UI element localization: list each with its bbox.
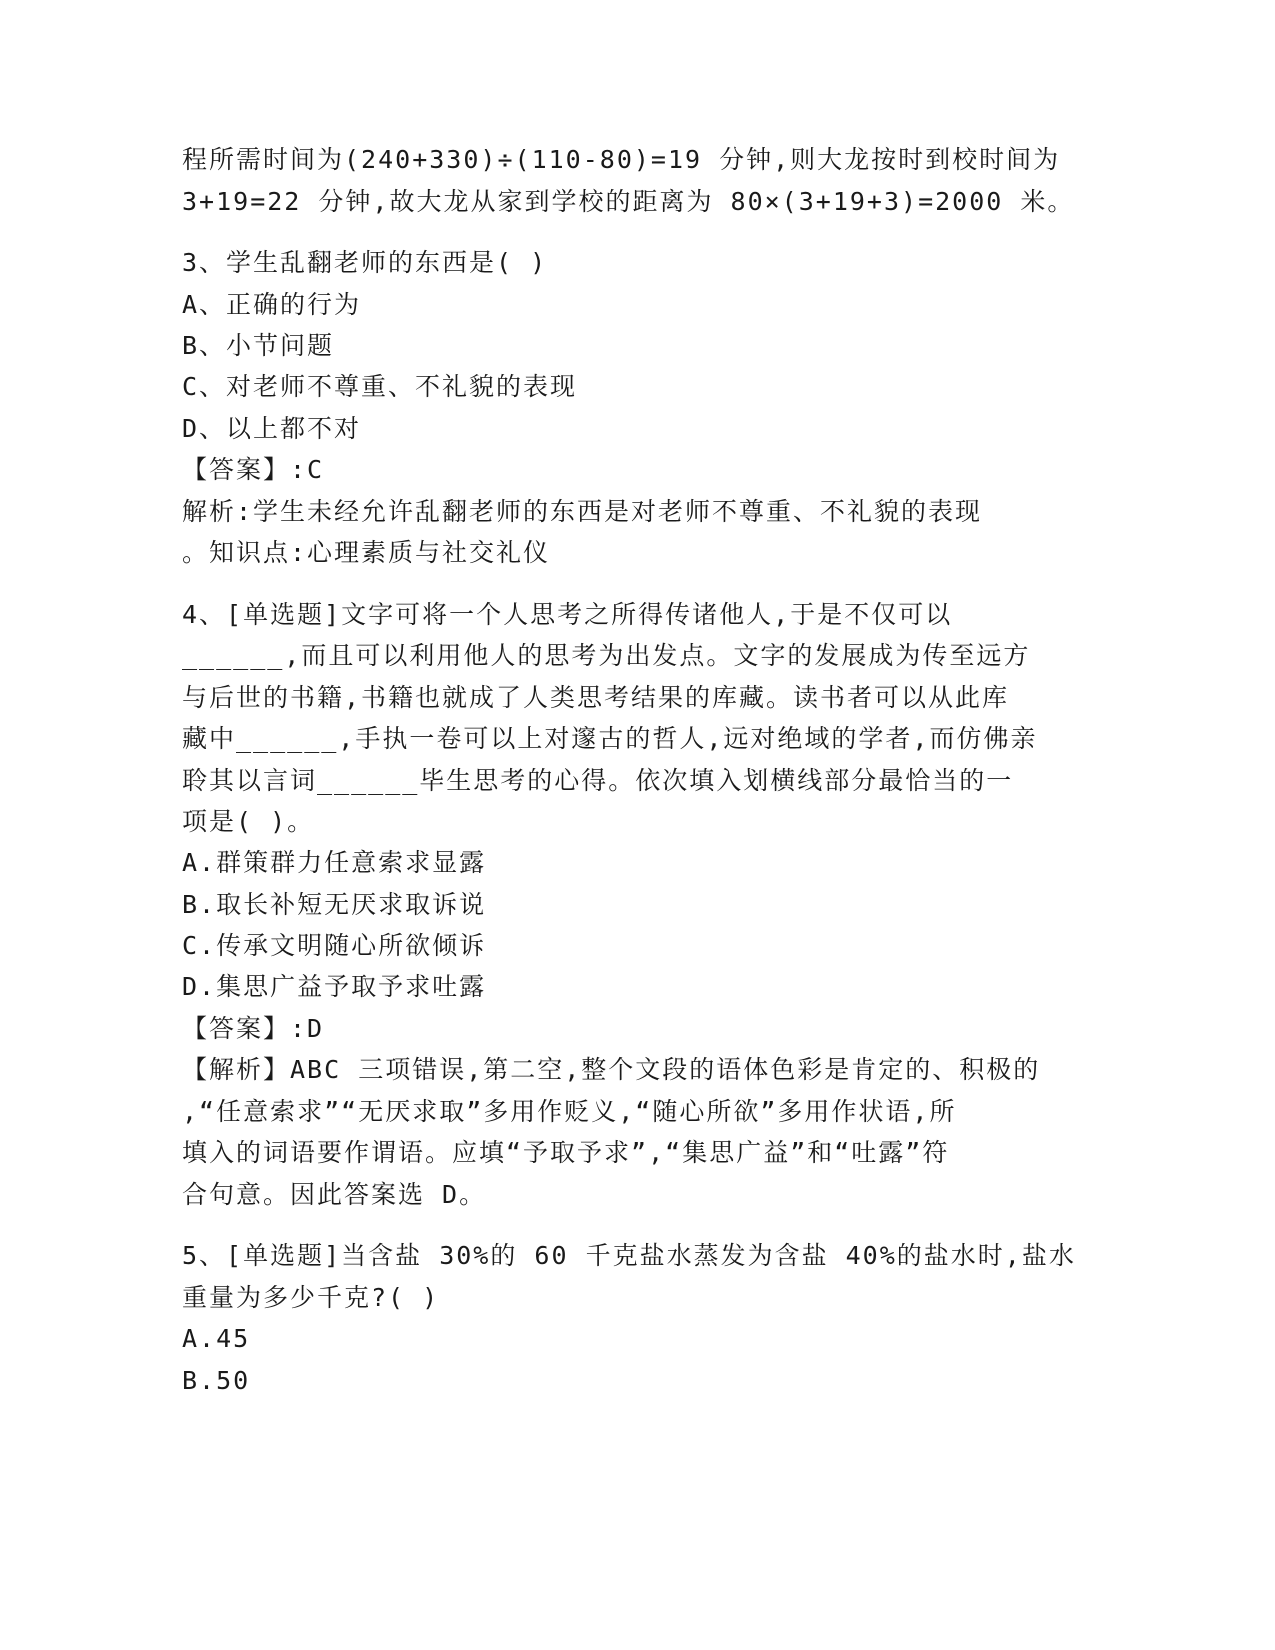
analysis-line: 。知识点:心理素质与社交礼仪 [182,538,551,567]
option-a: A.45 [182,1324,251,1353]
option-b: B.50 [182,1366,251,1395]
analysis-line: 解析:学生未经允许乱翻老师的东西是对老师不尊重、不礼貌的表现 [182,497,983,526]
question-stem: 项是( )。 [182,807,315,836]
question-stem: 4、[单选题]文字可将一个人思考之所得传诸他人,于是不仅可以 [182,600,953,629]
analysis-line: 合句意。因此答案选 D。 [182,1180,487,1209]
answer-line: 【答案】:C [182,455,325,484]
option-d: D.集思广益予取予求吐露 [182,972,487,1001]
option-c: C.传承文明随心所欲倾诉 [182,931,487,960]
answer-line: 【答案】:D [182,1014,325,1043]
analysis-line: ,“任意索求”“无厌求取”多用作贬义,“随心所欲”多用作状语,所 [182,1097,957,1126]
question-stem: 藏中______,手执一卷可以上对邃古的哲人,远对绝域的学者,而仿佛亲 [182,724,1038,753]
option-c: C、对老师不尊重、不礼貌的表现 [182,372,578,401]
question-stem: 与后世的书籍,书籍也就成了人类思考结果的库藏。读书者可以从此库 [182,683,1010,712]
option-a: A.群策群力任意索求显露 [182,848,487,877]
option-a: A、正确的行为 [182,290,362,319]
question-stem: 3、学生乱翻老师的东西是( ) [182,248,548,277]
analysis-line: 填入的词语要作谓语。应填“予取予求”,“集思广益”和“吐露”符 [182,1138,950,1167]
option-b: B、小节问题 [182,331,335,360]
option-d: D、以上都不对 [182,414,362,443]
question-stem: 重量为多少千克?( ) [182,1283,440,1312]
text-line: 程所需时间为(240+330)÷(110-80)=19 分钟,则大龙按时到校时间为 [182,145,1061,174]
analysis-line: 【解析】ABC 三项错误,第二空,整个文段的语体色彩是肯定的、积极的 [182,1055,1041,1084]
question-stem: 5、[单选题]当含盐 30%的 60 千克盐水蒸发为含盐 40%的盐水时,盐水 [182,1241,1076,1270]
text-line: 3+19=22 分钟,故大龙从家到学校的距离为 80×(3+19+3)=2000 米。 [182,187,1075,216]
question-stem: 聆其以言词______毕生思考的心得。依次填入划横线部分最恰当的一 [182,766,1014,795]
question-stem: ______,而且可以利用他人的思考为出发点。文字的发展成为传至远方 [182,641,1031,670]
option-b: B.取长补短无厌求取诉说 [182,890,487,919]
